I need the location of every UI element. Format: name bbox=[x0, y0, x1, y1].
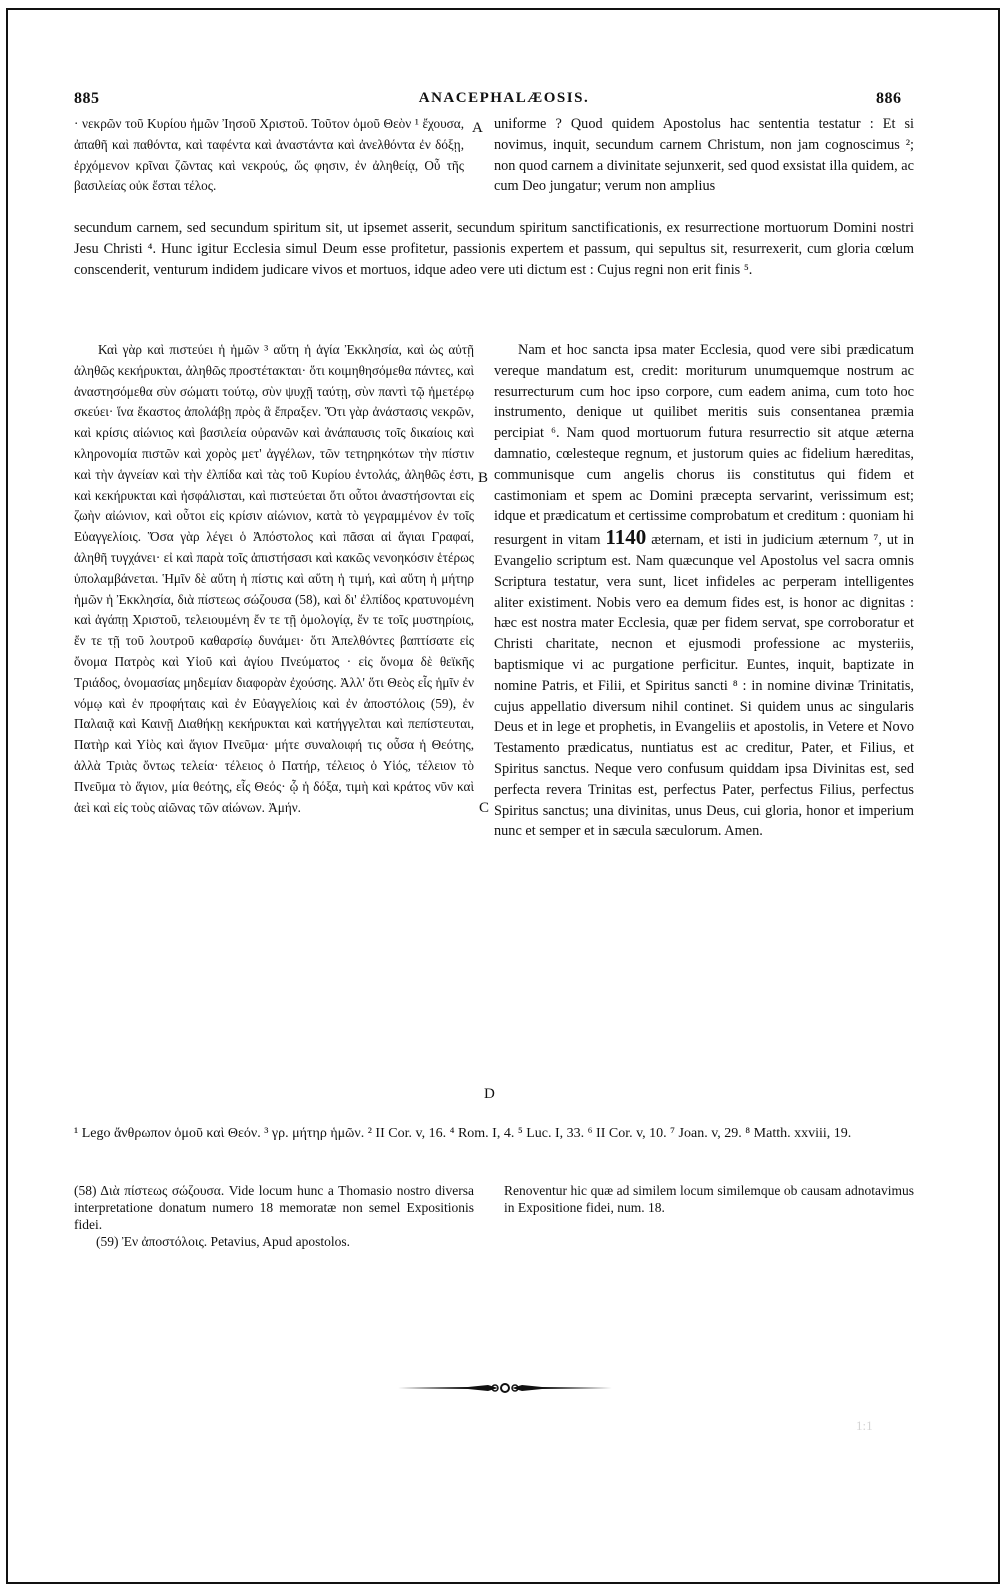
latin-main-column bbox=[494, 340, 914, 842]
running-title: ANACEPHALÆOSIS. bbox=[418, 90, 590, 106]
faint-margin-mark: 1:1 bbox=[856, 1418, 873, 1433]
left-page-number: 885 bbox=[74, 90, 100, 107]
margin-letter-c: C bbox=[479, 800, 490, 816]
margin-letter-d: D bbox=[484, 1086, 495, 1102]
latin-main-text-1 bbox=[494, 340, 914, 842]
footnotes: ¹ Lego ἄνθρωπον ὁμοῦ καὶ Θεόν. ³ γρ. μήτηρ ἡμῶν. ² II Cor. v, 16. ⁴ Rom. I, 4. ⁵ Luc. I, 33. ⁶ II Cor. v, 10. ⁷ Joan. v, 29. ⁸ Matth. xxviii, 19. bbox=[74, 1126, 852, 1141]
note-59: (59) Ἐν ἀποστόλοις. Petavius, Apud apostolos. bbox=[96, 1234, 351, 1249]
note-right: Renoventur hic quæ ad similem locum similemque ob causam adnotavimus in Expositione fidei, num. 18. bbox=[504, 1183, 914, 1215]
greek-main-column bbox=[74, 340, 474, 818]
latin-top-paragraph: uniforme ? Quod quidem Apostolus hac sententia testatur : Et si novimus, inquit, secundum carnem Christum, non jam cognoscimus ²; non quod carnem a divinitate sejunxerit, sed quod exsistat illa quidem, ac cum Deo jungatur; verum non amplius bbox=[494, 116, 914, 195]
ornament-divider bbox=[398, 1382, 612, 1394]
greek-top-paragraph: · νεκρῶν τοῦ Κυρίου ἡμῶν Ἰησοῦ Χριστοῦ. Τοῦτον ὁμοῦ Θεὸν ¹ ἔχουσα, ἀπαθῆ καὶ παθόντα, καὶ ταφέντα καὶ ἀναστάντα καὶ ἀνελθόντα ἐν δόξῃ, ἐρχόμενον κρῖναι ζῶντας καὶ νεκρούς, ὥς φησιν, ἐν ἀληθείᾳ, Οὗ τῆς βασιλείας οὐκ ἔσται τέλος. bbox=[74, 116, 464, 194]
notes-left bbox=[74, 1182, 474, 1250]
margin-letter-a: A bbox=[472, 120, 483, 136]
greek-main-text: Καὶ γὰρ καὶ πιστεύει ἡ ἡμῶν ³ αὕτη ἡ ἁγία Ἐκκλησία, καὶ ὡς αὐτῇ ἀληθῶς κεκήρυκται, ἀληθῶς προστέτακται· ὅτι κοιμηθησόμεθα πάντες, καὶ ἀναστησόμεθα σὺν σώματι τούτῳ, σὺν ψυχῇ ταύτῃ, σὺν παντὶ τῷ ἡμετέρῳ σκεύει· ἵνα ἕκαστος ἀπολάβῃ πρὸς ἃ ἔπραξεν. Ὅτι γὰρ ἀνάστασις νεκρῶν, καὶ κρίσις αἰώνιος καὶ βασιλεία οὐρανῶν καὶ ἀνάπαυσις τοῖς δικαίοις καὶ κληρονομία πιστῶν καὶ χορὸς μετ' ἀγγέλων, τῶν τετηρηκότων τὴν πίστιν καὶ τὴν ἁγνείαν καὶ τὴν ἐλπίδα καὶ τὰς τοῦ Κυρίου ἐντολάς, ἀληθῶς ἐστι, καὶ κεκήρυκται καὶ ἠσφάλισται, καὶ πιστεύεται ὅτι οὗτοι ἀναστήσονται εἰς ζωὴν αἰώνιον, καὶ οὗτοι εἰς κρίσιν αἰώνιον, κατὰ τὸ γεγραμμένον ἐν τοῖς Εὐαγγελίοις. Ὅσα γὰρ λέγει ὁ Ἀπόστολος καὶ πᾶσαι αἱ ἅγιαι Γραφαί, ἀληθῆ τυγχάνει· εἰ καὶ παρὰ τοῖς ἀπιστήσασι καὶ κακῶς νενοηκόσιν ἑτέρως ὑπολαμβάνεται. Ἡμῖν δὲ αὕτη ἡ πίστις καὶ αὕτη ἡ τιμή, καὶ αὕτη ἡ μήτηρ ἡμῶν ἡ Ἐκκλησία, διὰ πίστεως σώζουσα (58), καὶ δι' ἐλπίδος κρατυνομένη καὶ ἀγάπῃ Χριστοῦ, τελειουμένη ἔν τε τῇ ὁμολογίᾳ, ἔν τε τοῖς μυστηρίοις, ἔν τε τῇ τοῦ λουτροῦ καθαρσίῳ δυνάμει· ὅτι Ἀπελθόντες βαπτίσατε εἰς ὄνομα Πατρὸς καὶ Υἱοῦ καὶ ἁγίου Πνεύματος · εἰς ὄνομα δὲ θεϊκῆς Τριάδος, ὀνομασίας μηδεμίαν διαφορὰν ἐχούσης. Ἀλλ' ὅτι Θεὸς εἷς ἡμῖν ἐν νόμῳ καὶ ἐν προφήταις καὶ ἐν Εὐαγγελίοις καὶ ἐν ἀποστόλοις (59), ἐν Παλαιᾷ καὶ Καινῇ Διαθήκῃ κεκήρυκται καὶ κατήγγελται καὶ πεπίστευται, Πατὴρ καὶ Υἱὸς καὶ ἅγιον Πνεῦμα· μήτε συναλοιφή τις οὖσα ἡ Θεότης, ἀλλὰ Τριὰς ὄντως τελεία· τέλειος ὁ Πατήρ, τέλειος ὁ Υἱός, τέλειον τὸ Πνεῦμα τὸ ἅγιον, μία θεότης, εἷς Θεός· ᾧ ἡ δόξα, τιμὴ καὶ κράτος νῦν καὶ ἀεὶ καὶ εἰς τοὺς αἰῶνας τῶν αἰώνων. Ἀμήν. bbox=[74, 342, 474, 815]
column-number: 1140 bbox=[605, 525, 647, 550]
right-page-number: 886 bbox=[876, 90, 902, 107]
latin-wide-paragraph: secundum carnem, sed secundum spiritum sit, ut ipsemet asserit, secundum spiritum sanctificationis, ex resurrectione mortuorum Domini nostri Jesu Christi ⁴. Hunc igitur Ecclesia simul Deum esse profitetur, passionis expertem et passum, qui sepultus sit, resurrexerit, cum gloria cœlum conscenderit, venturum indidem judicare vivos et mortuos, idque adeo vere uti dictum est : Cujus regni non erit finis ⁵. bbox=[74, 220, 914, 278]
note-58: (58) Διὰ πίστεως σώζουσα. Vide locum hunc a Thomasio nostro diversa interpretatione donatum numero 18 memoratæ non semel Expositionis fidei. bbox=[74, 1183, 474, 1232]
margin-letter-b: B bbox=[478, 470, 489, 486]
latin-main-text-1-body: Nam et hoc sancta ipsa mater Ecclesia, quod vere sibi prædicatum vereque mandatum est, credit: moriturum unumquemque nostrum ac resurrecturum cum hoc ipso corpore, cum eadem anima, cum toto hoc instrumento, denique ut quilibet meritis suis consentanea præmia percipiat ⁶. Nam quod mortuorum futura resurrectio sit atque æterna damnatio, cœlesteque regnum, et justorum quies ac fidelium hæreditas, communisque cum angelis chorus iis constitutus qui fidem et castimoniam et spem ac Domini præcepta servarint, verissimum est; idque et prædicatum et certissime comprobatum et creditum : quoniam hi resurgent in vitam bbox=[494, 342, 914, 549]
latin-main-text-2: æternam, et isti in judicium æternum ⁷, ut in Evangelio scriptum est. Nam quæcunque vel Apostolus vel sacra omnis Scriptura testatur, vera sunt, licet infideles ac perperam intelligentes aliter existiment. Nobis vero ea demum fides est, is honor ac dignitas : hæc est nostra mater Ecclesia, quæ per fidem servat, spe corroboratur et Christi charitate, necnon et ejusmodi professione ac mysteriis, baptismique vi ac purgatione perficitur. Euntes, inquit, baptizate in nomine Patris, et Filii, et Spiritus sancti ⁸ : in nomine divinæ Trinitatis, cujus appellatio diversum nihil continet. Si quidem unus ac singularis Deus et in lege et prophetis, in Evangeliis et apostolis, in Vetere et Novo Testamento prædicatus, nuntiatus est ac creditur, Pater, et Filius, et Spiritus sanctus. Neque vero confusum quiddam ipsa Divinitas est, sed perfecta revera Trinitas est, perfectus Pater, perfectus Filius, perfectus Spiritus sanctus; una divinitas, unus Deus, cui gloria, honor et imperium nunc et semper et in sæcula sæculorum. Amen. bbox=[494, 532, 915, 840]
